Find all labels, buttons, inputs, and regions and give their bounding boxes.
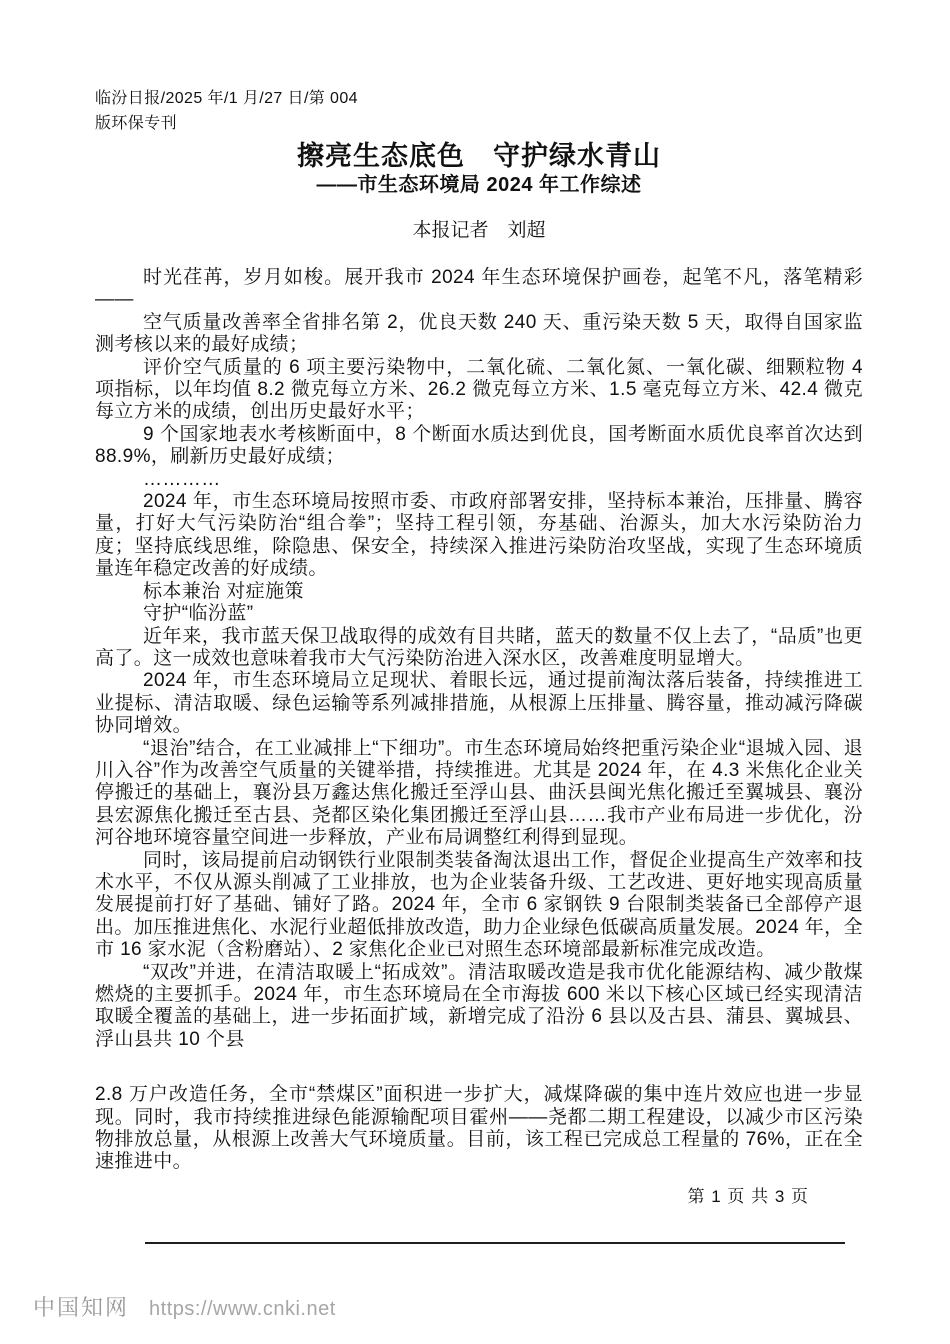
body-paragraph: 2024 年，市生态环境局立足现状、着眼长远，通过提前淘汰落后装备，持续推进工业提标、清洁取暖、绿色运输等系列减排措施，从根源上压排量、腾容量，推动减污降碳协同增效。: [95, 670, 863, 737]
body-paragraph: “退治”结合，在工业减排上“下细功”。市生态环境局始终把重污染企业“退城入园、退川入谷”作为改善空气质量的关键举措，持续推进。尤其是 2024 年，在 4.3 米焦化企业关停搬迁的基础上，襄汾县万鑫达焦化搬迁至浮山县、曲沃县闽光焦化搬迁至翼城县、襄汾县宏源焦化搬迁至古县、尧都区染化集团搬迁至浮山县……我市产业布局进一步优化，汾河谷地环境容量空间进一步释放，产业布局调整红利得到显现。: [95, 737, 863, 849]
body-paragraph: 2024 年，市生态环境局按照市委、市政府部署安排，坚持标本兼治，压排量、腾容量，打好大气污染防治“组合拳”；坚持工程引领，夯基础、治源头，加大水污染防治力度；坚持底线思维，除隐患、保安全，持续深入推进污染防治攻坚战，实现了生态环境质量连年稳定改善的好成绩。: [95, 491, 863, 580]
article-subtitle: ——市生态环境局 2024 年工作综述: [316, 174, 642, 196]
cnki-watermark: [33, 1291, 336, 1322]
body-paragraph: 同时，该局提前启动钢铁行业限制类装备淘汰退出工作，督促企业提高生产效率和技术水平，不仅从源头削减了工业排放，也为企业装备升级、工艺改进、更好地实现高质量发展提前打好了基础、铺好了路。2024 年，全市 6 家钢铁 9 台限制类装备已全部停产退出。加压推进焦化、水泥行业超低排放改造，助力企业绿色低碳高质量发展。2024 年，全市 16 家水泥（含粉磨站）、2 家焦化企业已对照生态环境部最新标准完成改造。: [95, 849, 863, 961]
footer-divider-line: [145, 1242, 845, 1244]
body-paragraph: 9 个国家地表水考核断面中，8 个断面水质达到优良，国考断面水质优良率首次达到 88.9%，刷新历史最好成绩；: [95, 423, 863, 468]
body-paragraph: 时光荏苒，岁月如梭。展开我市 2024 年生态环境保护画卷，起笔不凡，落笔精彩——: [95, 267, 863, 311]
byline: 本报记者 刘超: [412, 220, 546, 241]
body-paragraph: 空气质量改善率全省排名第 2，优良天数 240 天、重污染天数 5 天，取得自国家监测考核以来的最好成绩；: [95, 311, 863, 356]
cnki-brand-label: 中国知网: [33, 1295, 130, 1320]
page-number: 第 1 页 共 3 页: [687, 1186, 809, 1206]
section-subhead: 标本兼治 对症施策: [143, 580, 304, 602]
continuation-paragraph: 2.8 万户改造任务，全市“禁煤区”面积进一步扩大，减煤降碳的集中连片效应也进一步显现。同时，我市持续推进绿色能源输配项目霍州——尧都二期工程建设，以减少市区污染物排放总量，从根源上改善大气环境质量。目前，该工程已完成总工程量的 76%，正在全速推进中。: [95, 1084, 863, 1173]
body-paragraph: “双改”并进，在清洁取暖上“拓成效”。清洁取暖改造是我市优化能源结构、减少散煤燃烧的主要抓手。2024 年，市生态环境局在全市海拔 600 米以下核心区域已经实现清洁取暖全覆盖的基础上，进一步拓面扩域，新增完成了沿汾 6 县以及古县、蒲县、翼城县、浮山县共 10 个县: [95, 961, 863, 1050]
body-paragraph: 近年来，我市蓝天保卫战取得的成效有目共睹，蓝天的数量不仅上去了，“品质”也更高了。这一成效也意味着我市大气污染防治进入深水区，改善难度明显增大。: [95, 625, 863, 669]
article-title: 擦亮生态底色 守护绿水青山: [297, 141, 661, 171]
body-paragraph: 评价空气质量的 6 项主要污染物中，二氧化硫、二氧化氮、一氧化碳、细颗粒物 4 项指标，以年均值 8.2 微克每立方米、26.2 微克每立方米、1.5 毫克每立方米、42.4 微克每立方米的成绩，创出历史最好水平；: [95, 356, 863, 423]
article: [95, 86, 863, 1208]
article-body: [95, 267, 863, 1208]
source-citation-line-1: 临汾日报/2025 年/1 月/27 日/第 004: [95, 90, 358, 107]
source-citation-line-2: 版环保专刊: [95, 115, 178, 132]
ellipsis-paragraph: …………: [143, 468, 221, 490]
section-subhead: 守护“临汾蓝”: [143, 603, 254, 625]
cnki-url-text: https://www.cnki.net: [149, 1298, 336, 1320]
